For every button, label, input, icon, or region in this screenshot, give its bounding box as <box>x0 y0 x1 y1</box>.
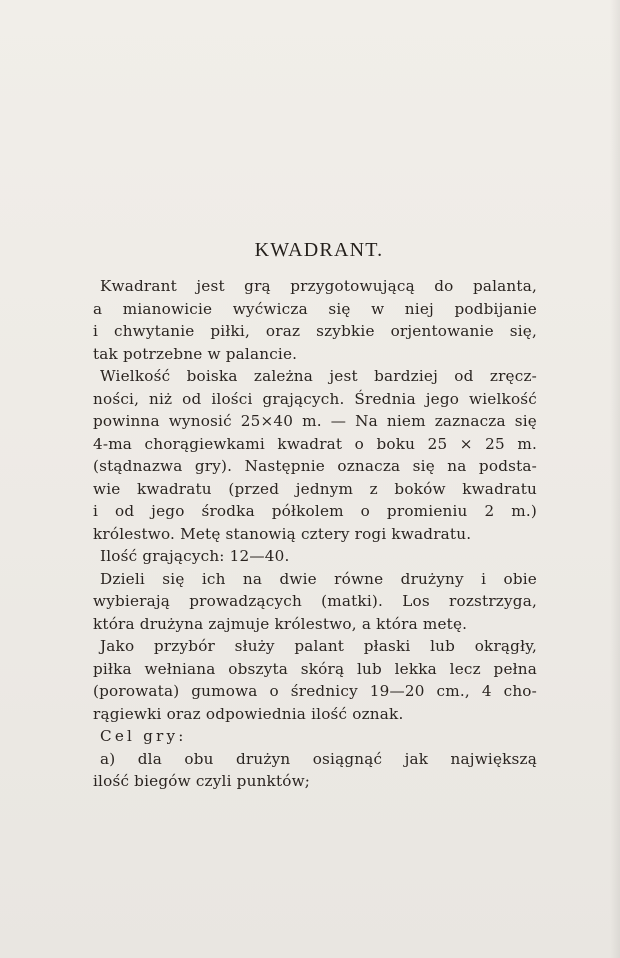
text-line-11: i od jego środka półkolem o promieniu 2 m.) <box>93 502 537 520</box>
text-line-23: ilość biegów czyli punktów; <box>93 772 311 790</box>
text-line-16: która drużyna zajmuje królestwo, a która metę. <box>93 614 468 633</box>
page-text <box>93 238 537 793</box>
text-line-1: Kwadrant jest grą przygotowującą do palanta, <box>100 277 537 295</box>
text-line-7: powinna wynosić 25×40 m. — Na niem zaznacza się <box>93 412 537 430</box>
text-line-18: piłka wełniana obszyta skórą lub lekka lecz pełna <box>93 659 537 678</box>
text-line-20: rągiewki oraz odpowiednia ilość oznak. <box>93 704 404 723</box>
text-line-3: i chwytanie piłki, oraz szybkie orjentowanie się, <box>93 322 537 340</box>
text-line-12: królestwo. Metę stanowią cztery rogi kwadratu. <box>93 524 472 543</box>
text-line-22: a) dla obu drużyn osiągnąć jak największą <box>100 749 537 768</box>
text-line-19: (porowata) gumowa o średnicy 19—20 cm., 4 cho- <box>93 682 537 700</box>
text-line-21: Cel gry: <box>100 727 187 745</box>
text-line-6: ności, niż od ilości grających. Średnia jego wielkość <box>93 389 537 408</box>
text-line-13: Ilość grających: 12—40. <box>100 547 290 565</box>
text-line-5: Wielkość boiska zależna jest bardziej od zręcz- <box>100 367 537 385</box>
page-edge-shadow <box>610 0 620 958</box>
text-line-9: (stądnazwa gry). Następnie oznacza się na podsta- <box>93 457 537 475</box>
text-line-8: 4-ma chorągiewkami kwadrat o boku 25 × 25 m. <box>93 434 537 453</box>
text-line-17: Jako przybór służy palant płaski lub okrągły, <box>100 637 537 655</box>
text-line-10: wie kwadratu (przed jednym z boków kwadratu <box>93 479 537 498</box>
text-line-14: Dzieli się ich na dwie równe drużyny i obie <box>100 569 537 588</box>
text-line-2: a mianowicie wyćwicza się w niej podbijanie <box>93 299 537 318</box>
text-line-15: wybierają prowadzących (matki). Los rozstrzyga, <box>93 592 537 610</box>
text-line-4: tak potrzebne w palancie. <box>93 344 298 363</box>
chapter-title: KWADRANT. <box>254 239 384 261</box>
